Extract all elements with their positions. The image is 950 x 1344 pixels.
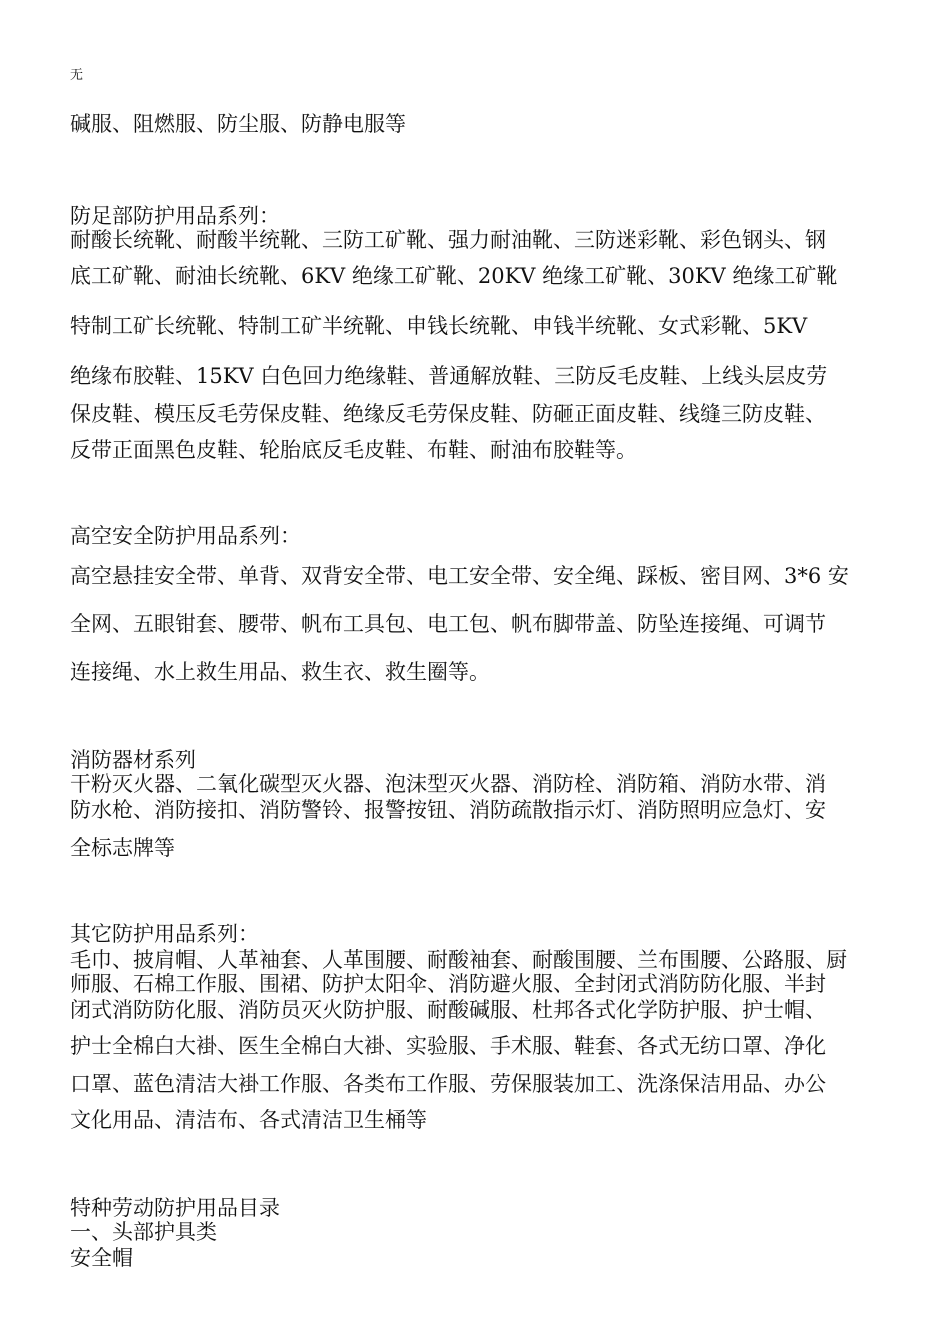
- section-line: 闭式消防防化服、消防员灭火防护服、耐酸碱服、杜邦各式化学防护服、护士帽、: [70, 998, 826, 1022]
- section-line: 连接绳、水上救生用品、救生衣、救生圈等。: [70, 660, 490, 684]
- section-heading-other: 其它防护用品系列：: [70, 922, 259, 946]
- section-heading-foot: 防足部防护用品系列：: [70, 204, 280, 228]
- section-line: 防水枪、消防接扣、消防警铃、报警按钮、消防疏散指示灯、消防照明应急灯、安: [70, 798, 826, 822]
- catalog-category: 一、头部护具类: [70, 1220, 217, 1244]
- section-line: 耐酸长统靴、耐酸半统靴、三防工矿靴、强力耐油靴、三防迷彩靴、彩色钢头、钢: [70, 228, 826, 252]
- section-line: 文化用品、清洁布、各式清洁卫生桶等: [70, 1108, 427, 1132]
- section-line: 护士全棉白大褂、医生全棉白大褂、实验服、手术服、鞋套、各式无纺口罩、净化: [70, 1034, 826, 1058]
- section-line: 口罩、蓝色清洁大褂工作服、各类布工作服、劳保服装加工、洗涤保洁用品、办公: [70, 1072, 826, 1096]
- intro-line: 碱服、阻燃服、防尘服、防静电服等: [70, 112, 406, 136]
- section-line: 绝缘布胶鞋、15KV 白色回力绝缘鞋、普通解放鞋、三防反毛皮鞋、上线头层皮劳: [70, 364, 828, 388]
- section-line: 全网、五眼钳套、腰带、帆布工具包、电工包、帆布脚带盖、防坠连接绳、可调节: [70, 612, 826, 636]
- section-line: 高空悬挂安全带、单背、双背安全带、电工安全带、安全绳、踩板、密目网、3*6 安: [70, 564, 849, 588]
- section-heading-high-altitude: 高空安全防护用品系列：: [70, 524, 301, 548]
- catalog-title: 特种劳动防护用品目录: [70, 1196, 280, 1220]
- section-line: 特制工矿长统靴、特制工矿半统靴、申钱长统靴、申钱半统靴、女式彩靴、5KV: [70, 314, 808, 338]
- section-heading-fire: 消防器材系列: [70, 748, 196, 772]
- section-line: 干粉灭火器、二氧化碳型灭火器、泡沫型灭火器、消防栓、消防箱、消防水带、消: [70, 772, 826, 796]
- section-line: 保皮鞋、模压反毛劳保皮鞋、绝缘反毛劳保皮鞋、防砸正面皮鞋、线缝三防皮鞋、: [70, 402, 826, 426]
- section-line: 底工矿靴、耐油长统靴、6KV 绝缘工矿靴、20KV 绝缘工矿靴、30KV 绝缘工矿靴: [70, 264, 838, 288]
- section-line: 师服、石棉工作服、围裙、防护太阳伞、消防避火服、全封闭式消防防化服、半封: [70, 972, 826, 996]
- section-line: 毛巾、披肩帽、人革袖套、人革围腰、耐酸袖套、耐酸围腰、兰布围腰、公路服、厨: [70, 948, 847, 972]
- section-line: 反带正面黑色皮鞋、轮胎底反毛皮鞋、布鞋、耐油布胶鞋等。: [70, 438, 637, 462]
- header-mark: 无: [70, 68, 84, 83]
- section-line: 全标志牌等: [70, 836, 175, 860]
- catalog-item: 安全帽: [70, 1246, 133, 1270]
